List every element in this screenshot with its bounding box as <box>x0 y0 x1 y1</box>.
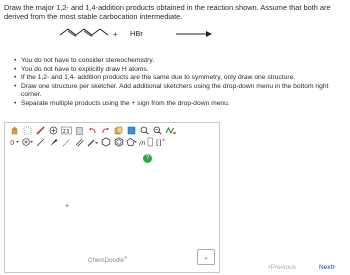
instruction-item: • Separate multiple products using the + sign from the drop-down menu. <box>14 100 344 109</box>
label-icon[interactable] <box>139 137 153 147</box>
lasso-icon[interactable] <box>22 125 33 135</box>
chevron-right-icon: › <box>332 262 336 271</box>
svg-text:[]: [] <box>155 139 161 147</box>
crosshair-cursor-icon: + <box>65 203 70 210</box>
instruction-item: • Draw one structure per sketcher. Add additional sketchers using the drop-down menu in the bottom right corner. <box>14 83 344 100</box>
plus-charge-icon[interactable] <box>22 137 33 147</box>
triple-bond-icon[interactable] <box>87 137 98 147</box>
wedge-bond-icon[interactable] <box>48 137 59 147</box>
next-label: Next <box>319 264 333 271</box>
zoom-in-icon[interactable] <box>139 125 150 135</box>
clean-icon[interactable] <box>165 125 176 135</box>
sketcher-toolbar-bonds <box>5 136 166 148</box>
instructions-list <box>14 57 344 108</box>
previous-button[interactable] <box>268 262 296 271</box>
bracket-icon[interactable] <box>155 137 166 147</box>
hexagon-icon[interactable] <box>100 137 111 147</box>
single-bond-icon[interactable] <box>35 137 46 147</box>
redo-icon[interactable] <box>100 125 111 135</box>
svg-text:±: ± <box>161 137 165 142</box>
hand-icon[interactable] <box>9 125 20 135</box>
previous-label: Previous <box>270 264 296 271</box>
diene-structure <box>58 24 110 38</box>
svg-text:/n: /n <box>139 139 146 147</box>
paste-icon[interactable] <box>126 125 137 135</box>
double-bond-icon[interactable] <box>74 137 85 147</box>
chevron-left-icon: ‹ <box>268 262 271 271</box>
eraser-icon[interactable] <box>35 125 46 135</box>
zoom-template-icon[interactable] <box>48 125 59 135</box>
add-sketcher-dropdown[interactable] <box>197 249 215 265</box>
copy-icon[interactable] <box>113 125 124 135</box>
hash-bond-icon[interactable] <box>61 137 72 147</box>
zero-bond-icon[interactable] <box>9 137 20 147</box>
reaction-plus: + <box>113 30 118 39</box>
sketcher-toolbar-top <box>5 124 176 136</box>
chemdoodle-sketcher[interactable] <box>4 122 220 273</box>
benzene-icon[interactable] <box>113 137 124 147</box>
chevron-down-icon: ⌄ <box>203 254 209 261</box>
chemdoodle-branding <box>88 255 127 264</box>
reaction-scheme <box>58 24 218 46</box>
reagent-hbr: HBr <box>130 29 143 38</box>
trademark-symbol: ® <box>124 255 128 260</box>
undo-icon[interactable] <box>87 125 98 135</box>
instruction-item: • If the 1,2- and 1,4- addition products are the same due to symmetry, only draw one structure. <box>14 74 344 83</box>
question-text: Draw the major 1,2- and 1,4-addition products obtained in the reaction shown. Assume that both are derived from the most stable carbocation intermediate. <box>4 3 331 22</box>
svg-text:23: 23 <box>62 128 70 135</box>
clipboard-icon[interactable] <box>74 125 85 135</box>
svg-text:0: 0 <box>10 139 15 147</box>
zoom-out-icon[interactable] <box>152 125 163 135</box>
instruction-item: • You do not have to explicitly draw H atoms. <box>14 66 344 75</box>
charge-plus-icon[interactable] <box>61 125 72 135</box>
instruction-item: • You do not have to consider stereochemistry. <box>14 57 344 66</box>
chemdoodle-label: ChemDoodle <box>88 257 125 265</box>
sketch-canvas[interactable] <box>7 150 217 272</box>
help-badge[interactable]: ? <box>143 154 152 163</box>
pentagon-icon[interactable] <box>126 137 137 147</box>
next-button[interactable] <box>319 262 335 271</box>
reaction-arrow-icon <box>176 29 212 39</box>
